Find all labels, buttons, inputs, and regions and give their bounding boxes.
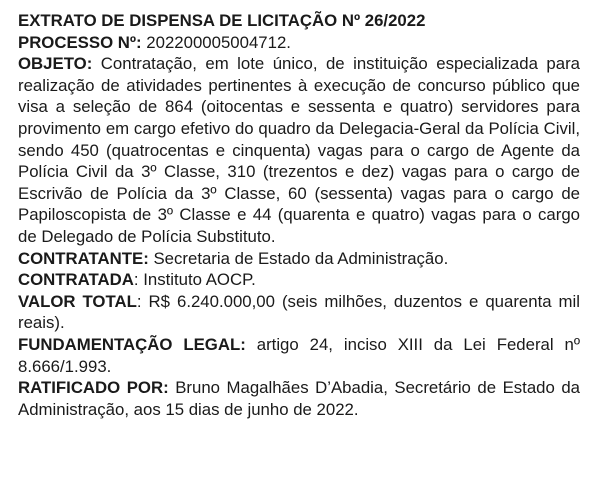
fundamentacao-value: artigo 24, inciso XIII da Lei Federal nº 8.666/1.993. [18,334,580,376]
objeto-paragraph [18,53,580,247]
valor-total-paragraph [18,291,580,334]
contratada-line [18,269,580,291]
contratada-label: CONTRATADA [18,270,134,290]
fundamentacao-label: FUNDAMENTAÇÃO LEGAL: [18,334,246,354]
contratante-label: CONTRATANTE: [18,248,149,268]
contratante-line [18,248,580,270]
processo-label: PROCESSO Nº: [18,32,142,52]
contratada-value: : Instituto AOCP. [133,270,256,290]
contratante-value: Secretaria de Estado da Administração. [148,248,449,268]
ratificado-value: Bruno Magalhães D’Abadia, Secretário de Estado da Administração, aos 15 dias de junho de 2022. [18,378,580,419]
valor-total-label: VALOR TOTAL [18,291,137,311]
document-title: EXTRATO DE DISPENSA DE LICITAÇÃO Nº 26/2022 [18,11,426,30]
processo-value: 202200005004712. [141,32,291,52]
objeto-value: Contratação, em lote único, de instituição especializada para realização de atividades pertinentes à execução de concurso público que visa a seleção de 864 (oitocentas e sessenta e quatro) servidores para provimento em cargo efetivo do quadro da Delegacia-Geral da Polícia Civil, sendo 450 (quatrocentas e cinquenta) vagas para o cargo de Agente da Polícia Civil da 3º Classe, 310 (trezentos e dez) vagas para o cargo de Escrivão de Polícia da 3º Classe, 60 (sessenta) vagas para o cargo de Papiloscopista de 3º Classe e 44 (quarenta e quatro) vagas para o cargo de Delegado de Polícia Substituto. [18,54,580,246]
processo-line [18,32,580,54]
ratificado-label: RATIFICADO POR: [18,378,169,398]
objeto-label: OBJETO: [18,54,93,74]
fundamentacao-paragraph [18,334,580,377]
document-body [18,10,580,420]
valor-total-value: : R$ 6.240.000,00 (seis milhões, duzentos e quarenta mil reais). [18,291,580,333]
ratificado-paragraph [18,377,580,420]
